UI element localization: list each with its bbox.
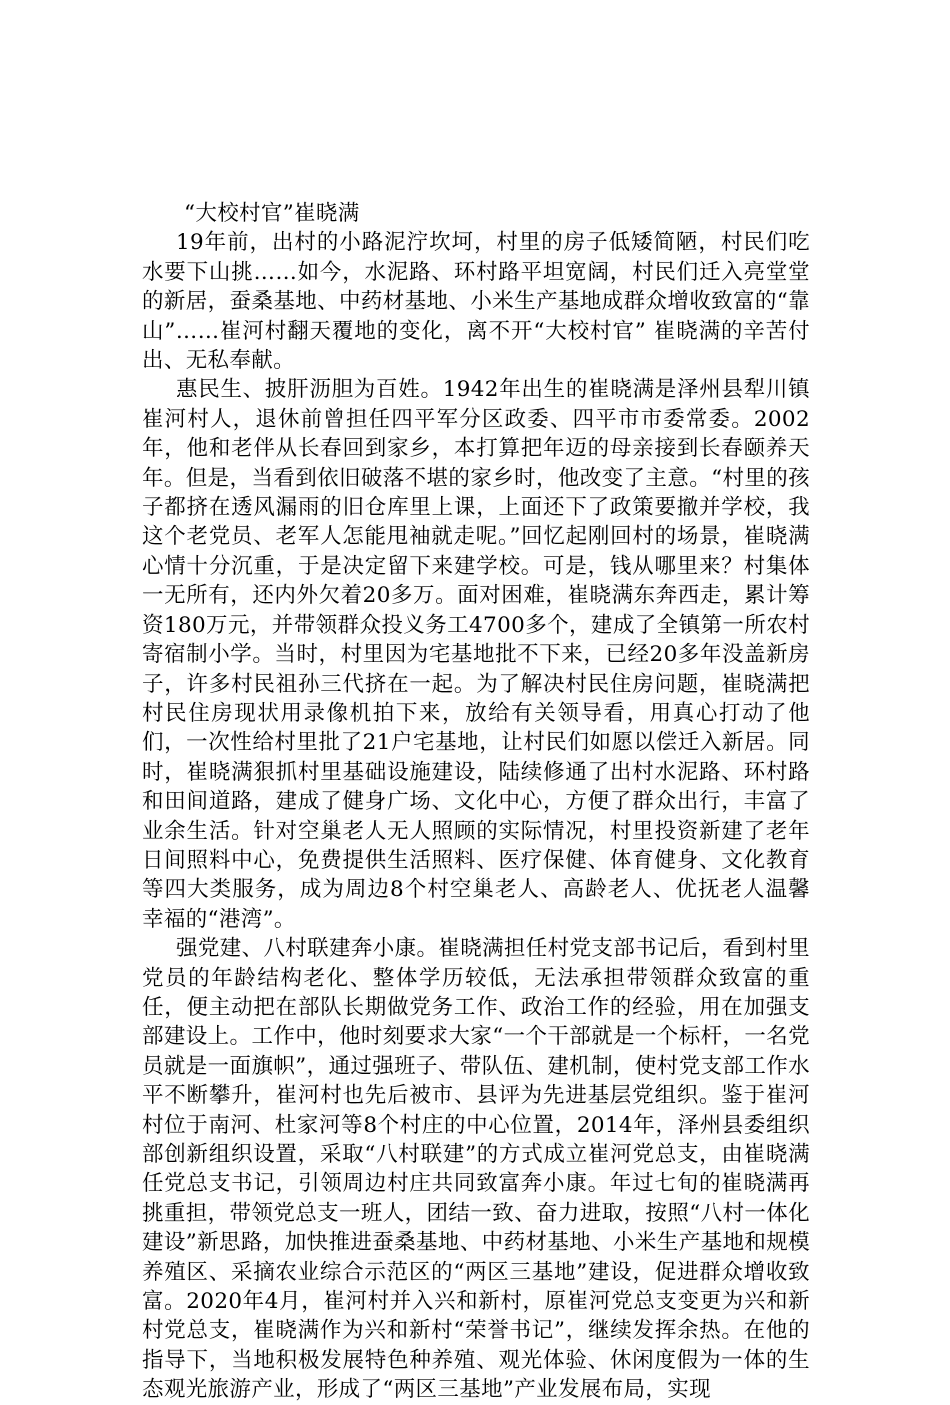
document-page [142, 199, 810, 1405]
paragraph-livelihood: 惠民生、披肝沥胆为百姓。1942年出生的崔晓满是泽州县犁川镇崔河村人，退休前曾担任四平军分区政委、四平市市委常委。2002年，他和老伴从长春回到家乡，本打算把年迈的母亲接到长春颐养天年。但是，当看到依旧破落不堪的家乡时，他改变了主意。“村里的孩子都挤在透风漏雨的旧仓库里上课，上面还下了政策要撤并学校，我这个老党员、老军人怎能甩袖就走呢。”回忆起刚回村的场景，崔晓满心情十分沉重，于是决定留下来建学校。可是，钱从哪里来？村集体一无所有，还内外欠着20多万。面对困难，崔晓满东奔西走，累计筹资180万元，并带领群众投义务工4700多个，建成了全镇第一所农村寄宿制小学。当时，村里因为宅基地批不下来，已经20多年没盖新房子，许多村民祖孙三代挤在一起。为了解决村民住房问题，崔晓满把村民住房现状用录像机拍下来，放给有关领导看，用真心打动了他们，一次性给村里批了21户宅基地，让村民们如愿以偿迁入新居。同时，崔晓满狠抓村里基础设施建设，陆续修通了出村水泥路、环村路和田间道路，建成了健身广场、文化中心，方便了群众出行，丰富了业余生活。针对空巢老人无人照顾的实际情况，村里投资新建了老年日间照料中心，免费提供生活照料、医疗保健、体育健身、文化教育等四大类服务，成为周边8个村空巢老人、高龄老人、优抚老人温馨幸福的“港湾”。 [142, 377, 810, 932]
article-title: “大校村官”崔晓满 [184, 201, 360, 226]
paragraph-intro: 19年前，出村的小路泥泞坎坷，村里的房子低矮简陋，村民们吃水要下山挑……如今，水泥路、环村路平坦宽阔，村民们迁入亮堂堂的新居，蚕桑基地、中药材基地、小米生产基地成群众增收致富的“靠山”……崔河村翻天覆地的变化，离不开“大校村官” 崔晓满的辛苦付出、无私奉献。 [142, 230, 810, 374]
paragraph-party-building: 强党建、八村联建奔小康。崔晓满担任村党支部书记后，看到村里党员的年龄结构老化、整体学历较低，无法承担带领群众致富的重任，便主动把在部队长期做党务工作、政治工作的经验，用在加强支部建设上。工作中，他时刻要求大家“一个干部就是一个标杆，一名党员就是一面旗帜”，通过强班子、带队伍、建机制，使村党支部工作水平不断攀升，崔河村也先后被市、县评为先进基层党组织。鉴于崔河村位于南河、杜家河等8个村庄的中心位置，2014年，泽州县委组织部创新组织设置，采取“八村联建”的方式成立崔河党总支，由崔晓满任党总支书记，引领周边村庄共同致富奔小康。年过七旬的崔晓满再挑重担，带领党总支一班人，团结一致、奋力进取，按照“八村一体化建设”新思路，加快推进蚕桑基地、中药材基地、小米生产基地和规模养殖区、采摘农业综合示范区的“两区三基地”建设，促进群众增收致富。2020年4月，崔河村并入兴和新村，原崔河党总支变更为兴和新村党总支，崔晓满作为兴和新村“荣誉书记”，继续发挥余热。在他的指导下，当地积极发展特色种养殖、观光体验、休闲度假为一体的生态观光旅游产业，形成了“两区三基地”产业发展布局，实现 [142, 936, 810, 1403]
